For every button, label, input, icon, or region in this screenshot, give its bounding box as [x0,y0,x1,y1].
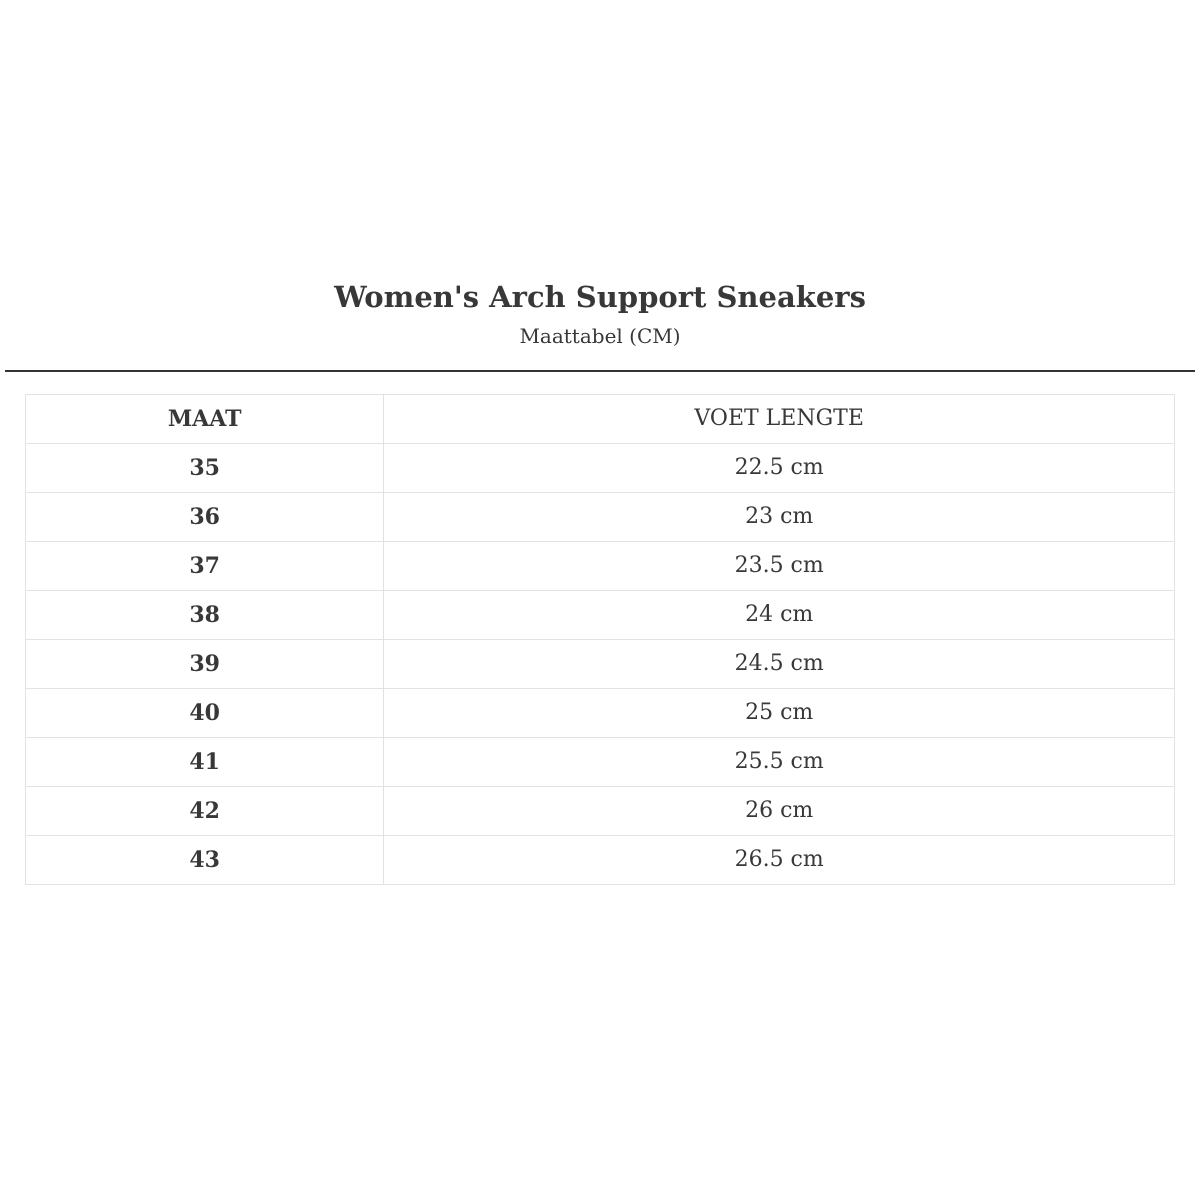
table-row [26,787,1175,836]
foot-length-cell: 26 cm [384,787,1175,836]
size-cell: 43 [26,836,384,885]
column-header-maat: MAAT [26,395,384,444]
size-table-body [26,444,1175,885]
divider-line [5,370,1195,372]
foot-length-cell: 22.5 cm [384,444,1175,493]
foot-length-cell: 25.5 cm [384,738,1175,787]
foot-length-cell: 23.5 cm [384,542,1175,591]
table-row [26,493,1175,542]
table-row [26,542,1175,591]
size-table [25,394,1175,885]
page-title: Women's Arch Support Sneakers [334,280,866,314]
table-row [26,738,1175,787]
foot-length-cell: 24 cm [384,591,1175,640]
page-subtitle: Maattabel (CM) [519,324,681,348]
size-table-container [25,394,1175,885]
size-cell: 37 [26,542,384,591]
table-row [26,591,1175,640]
size-cell: 36 [26,493,384,542]
foot-length-cell: 25 cm [384,689,1175,738]
foot-length-cell: 23 cm [384,493,1175,542]
size-cell: 40 [26,689,384,738]
header-row [26,395,1175,444]
table-row [26,836,1175,885]
size-cell: 39 [26,640,384,689]
size-cell: 42 [26,787,384,836]
column-header-voet-lengte: VOET LENGTE [384,395,1175,444]
table-row [26,689,1175,738]
foot-length-cell: 26.5 cm [384,836,1175,885]
table-row [26,444,1175,493]
size-cell: 35 [26,444,384,493]
table-row [26,640,1175,689]
size-cell: 41 [26,738,384,787]
size-cell: 38 [26,591,384,640]
size-table-head [26,395,1175,444]
foot-length-cell: 24.5 cm [384,640,1175,689]
